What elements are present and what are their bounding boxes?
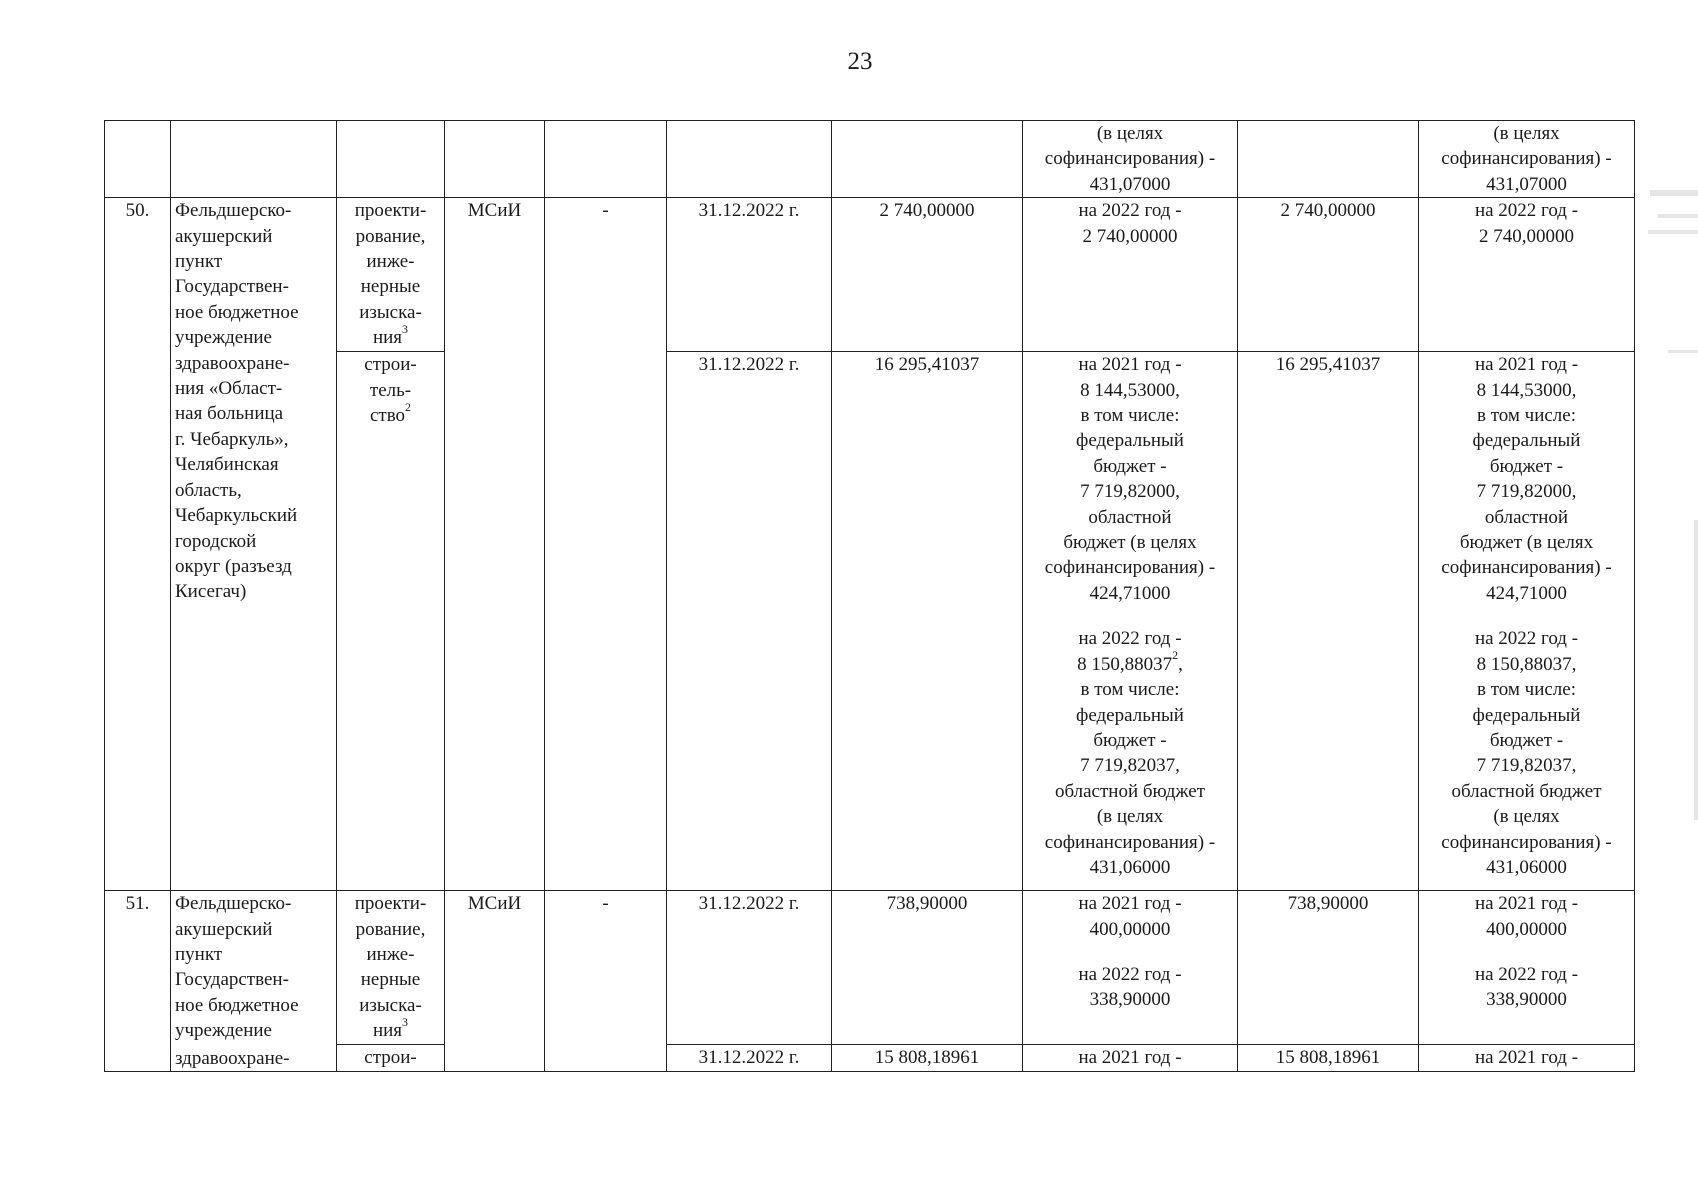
scan-artifact	[1650, 190, 1698, 196]
limit-allocation-cell: (в целях софинансирования) - 431,07000	[1419, 121, 1635, 198]
scan-artifact	[1694, 520, 1698, 820]
stage-type: проекти- рование, инже- нерные изыска- ния$^3$	[337, 198, 445, 352]
limit-allocation-2021: на 2021 год - 8 144,53000, в том числе: федеральный бюджет - 7 719,82000, областной бюджет (в целях софинансирования) - 424,71000	[1441, 354, 1612, 604]
object-name: Фельдшерско- акушерский пункт Государствен- ное бюджетное учреждение здравоохране- ния «Област- ная больница г. Чебаркуль», Челябинская область, Чебаркульский городской округ (разъезд Кисегач)	[171, 198, 337, 891]
table-row	[105, 198, 1635, 352]
allocation-2021: на 2021 год - 8 144,53000, в том числе: федеральный бюджет - 7 719,82000, областной бюджет (в целях софинансирования) - 424,71000	[1044, 354, 1216, 604]
row-number: 51.	[105, 891, 171, 1072]
stage-type: строи-	[337, 1045, 445, 1072]
limit-allocation-cell: на 2022 год - 2 740,00000	[1419, 198, 1635, 352]
table-row	[105, 891, 1635, 1045]
allocation-cell: на 2022 год - 2 740,00000	[1023, 198, 1238, 352]
limit-allocation-cell: на 2021 год -	[1419, 1045, 1635, 1072]
completion-date: 31.12.2022 г.	[667, 352, 832, 891]
customer: МСиИ	[445, 198, 545, 891]
limit-allocation-2022: на 2022 год - 8 150,88037, в том числе: федеральный бюджет - 7 719,82037, областной бюджет (в целях софинансирования) - 431,06000	[1441, 628, 1612, 878]
estimated-cost: 16 295,41037	[832, 352, 1023, 891]
scan-artifact	[1648, 230, 1698, 234]
allocation-2022-amount: 8 150,88037$^2$,	[1077, 648, 1183, 675]
limit-cost: 15 808,18961	[1238, 1045, 1419, 1072]
limit-allocation-cell: на 2021 год - 400,00000 на 2022 год - 338,90000	[1419, 891, 1635, 1045]
completion-date: 31.12.2022 г.	[667, 1045, 832, 1072]
allocation-cell: на 2021 год - 400,00000 на 2022 год - 338,90000	[1023, 891, 1238, 1045]
limit-cost: 738,90000	[1238, 891, 1419, 1045]
allocation-2022-details: в том числе: федеральный бюджет - 7 719,82037, областной бюджет (в целях софинансирования) - 431,06000	[1044, 679, 1216, 878]
completion-date: 31.12.2022 г.	[667, 891, 832, 1045]
estimated-cost: 2 740,00000	[832, 198, 1023, 352]
allocation-cell: (в целях софинансирования) - 431,07000	[1023, 121, 1238, 198]
dash-cell: -	[545, 198, 667, 891]
continuation-row	[105, 121, 1635, 198]
estimated-cost: 15 808,18961	[832, 1045, 1023, 1072]
completion-date: 31.12.2022 г.	[667, 198, 832, 352]
estimated-cost: 738,90000	[832, 891, 1023, 1045]
allocation-2022-head: на 2022 год -	[1078, 628, 1182, 650]
object-name: Фельдшерско- акушерский пункт Государствен- ное бюджетное учреждение здравоохране-	[171, 891, 337, 1072]
objects-table	[104, 120, 1635, 1072]
limit-cost: 16 295,41037	[1238, 352, 1419, 891]
limit-cost: 2 740,00000	[1238, 198, 1419, 352]
customer: МСиИ	[445, 891, 545, 1072]
dash-cell: -	[545, 891, 667, 1072]
scan-artifact	[1658, 214, 1698, 218]
stage-type: строи- тель- ство$^2$	[337, 352, 445, 891]
allocation-cell	[1023, 352, 1238, 891]
limit-allocation-cell	[1419, 352, 1635, 891]
page-number: 23	[847, 48, 873, 75]
scan-artifact	[1668, 350, 1698, 353]
allocation-cell: на 2021 год -	[1023, 1045, 1238, 1072]
stage-type: проекти- рование, инже- нерные изыска- ния$^3$	[337, 891, 445, 1045]
row-number: 50.	[105, 198, 171, 891]
